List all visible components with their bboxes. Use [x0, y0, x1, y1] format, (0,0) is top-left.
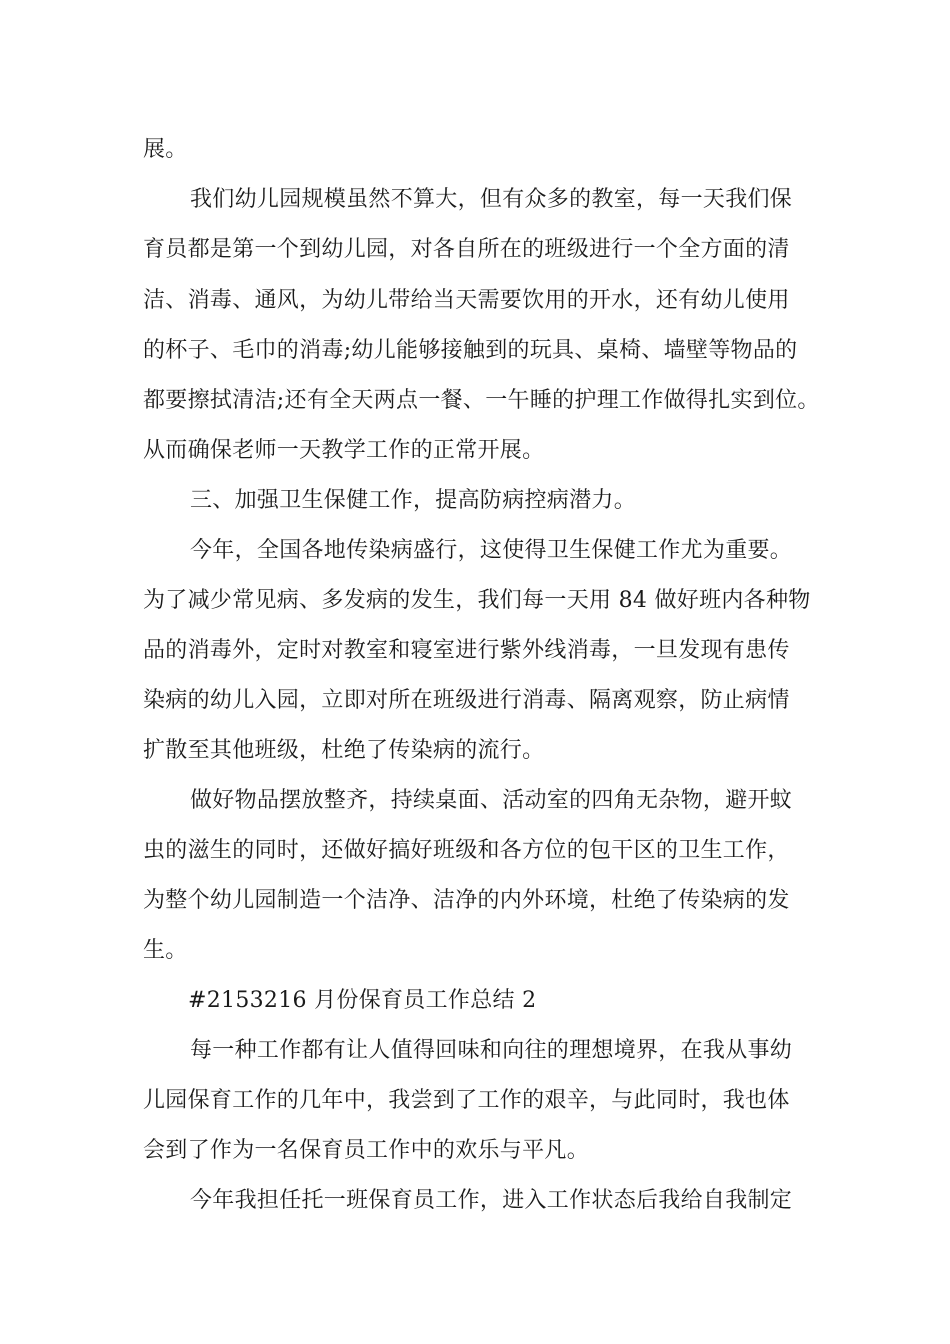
text-line: 儿园保育工作的几年中，我尝到了工作的艰辛，与此同时，我也体 — [143, 1088, 790, 1113]
text-line: 的杯子、毛巾的消毒;幼儿能够接触到的玩具、桌椅、墙壁等物品的 — [143, 338, 798, 363]
text-line: 会到了作为一名保育员工作中的欢乐与平凡。 — [143, 1138, 590, 1163]
text-line: 洁、消毒、通风，为幼儿带给当天需要饮用的开水，还有幼儿使用 — [143, 288, 790, 313]
text-line: 为了减少常见病、多发病的发生，我们每一天用 84 做好班内各种物 — [143, 588, 811, 613]
text-line: 生。 — [143, 938, 188, 963]
text-line: 每一种工作都有让人值得回味和向往的理想境界，在我从事幼 — [190, 1038, 793, 1063]
text-line: 为整个幼儿园制造一个洁净、洁净的内外环境，杜绝了传染病的发 — [143, 888, 790, 913]
text-line: 染病的幼儿入园，立即对所在班级进行消毒、隔离观察，防止病情 — [143, 688, 790, 713]
text-line: 虫的滋生的同时，还做好搞好班级和各方位的包干区的卫生工作， — [143, 838, 790, 863]
text-line: 我们幼儿园规模虽然不算大，但有众多的教室，每一天我们保 — [190, 187, 793, 212]
text-line: 今年我担任托一班保育员工作，进入工作状态后我给自我制定 — [190, 1188, 793, 1213]
text-line: 今年，全国各地传染病盛行，这使得卫生保健工作尤为重要。 — [190, 538, 793, 563]
text-line: 从而确保老师一天教学工作的正常开展。 — [143, 438, 545, 463]
text-line: 展。 — [143, 137, 188, 162]
article-title: #2153216 月份保育员工作总结 2 — [188, 988, 537, 1013]
text-line: 都要擦拭清洁;还有全天两点一餐、一午睡的护理工作做得扎实到位。 — [143, 388, 820, 413]
text-line: 育员都是第一个到幼儿园，对各自所在的班级进行一个全方面的清 — [143, 237, 790, 262]
text-line: 扩散至其他班级，杜绝了传染病的流行。 — [143, 738, 545, 763]
text-line: 做好物品摆放整齐，持续桌面、活动室的四角无杂物，避开蚊 — [190, 788, 793, 813]
section-heading: 三、加强卫生保健工作，提高防病控病潜力。 — [190, 488, 637, 513]
text-line: 品的消毒外，定时对教室和寝室进行紫外线消毒，一旦发现有患传 — [143, 638, 790, 663]
